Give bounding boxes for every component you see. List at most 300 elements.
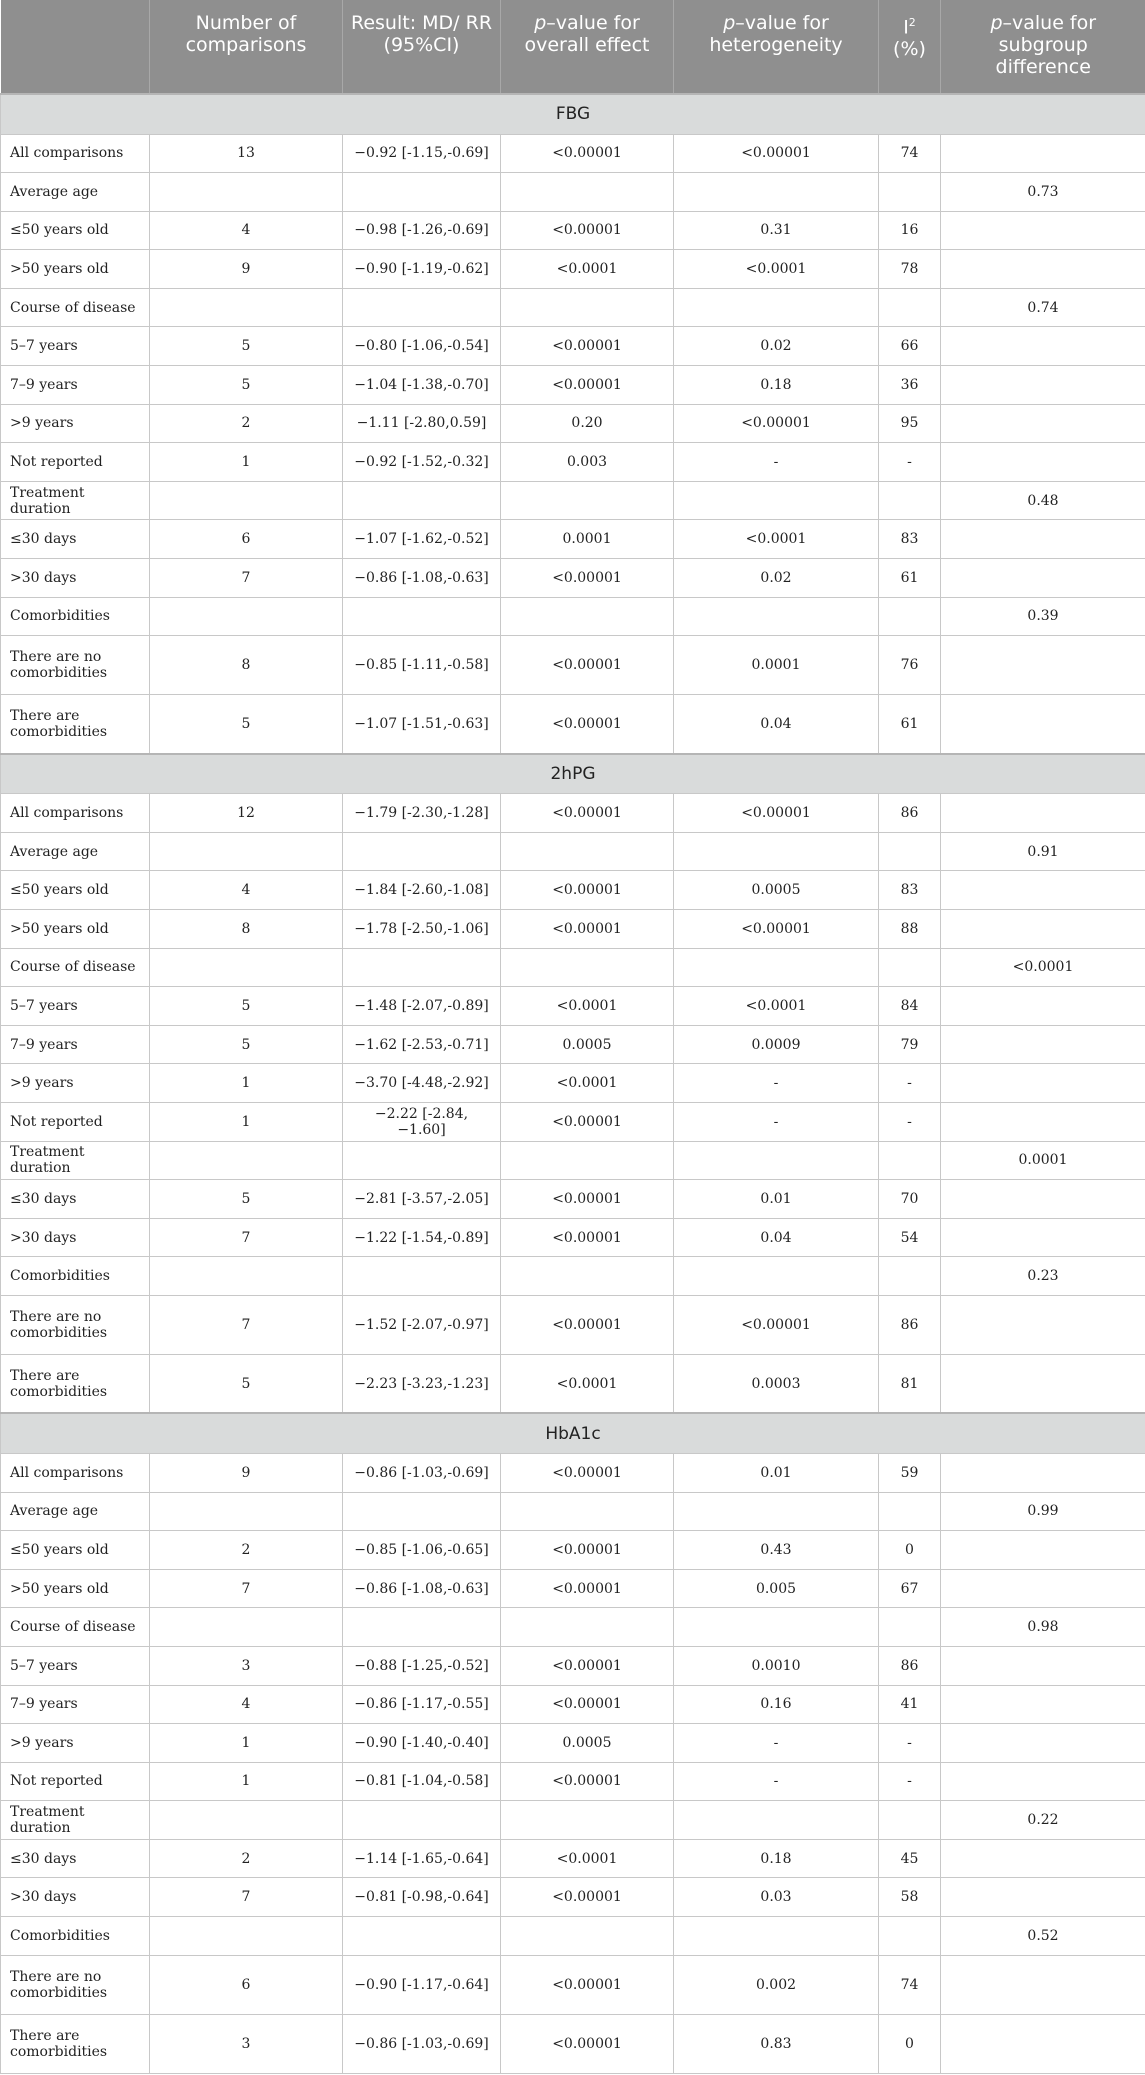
cell-p-heterogeneity <box>674 597 879 636</box>
cell-p-subgroup <box>941 1839 1145 1878</box>
cell-number-of-comparisons: 5 <box>150 987 343 1026</box>
table-row <box>1 987 1145 1026</box>
cell-i2: 95 <box>879 404 941 443</box>
cell-p-heterogeneity: <0.00001 <box>674 134 879 173</box>
table-row <box>1 1878 1145 1917</box>
cell-result: −2.23 [-3.23,-1.23] <box>343 1354 501 1413</box>
cell-p-overall: <0.00001 <box>501 1102 674 1141</box>
row-label: Treatment duration <box>1 1141 150 1180</box>
cell-number-of-comparisons: 5 <box>150 1354 343 1413</box>
cell-p-heterogeneity: <0.0001 <box>674 250 879 289</box>
row-label: There are no comorbidities <box>1 636 150 695</box>
cell-p-subgroup <box>941 1218 1145 1257</box>
cell-i2: 58 <box>879 1878 941 1917</box>
row-label: 7–9 years <box>1 1025 150 1064</box>
cell-p-heterogeneity: - <box>674 1724 879 1763</box>
cell-p-overall: <0.00001 <box>501 794 674 833</box>
table-row <box>1 1917 1145 1956</box>
cell-p-subgroup <box>941 1354 1145 1413</box>
cell-number-of-comparisons <box>150 1608 343 1647</box>
cell-result: −1.52 [-2.07,-0.97] <box>343 1295 501 1354</box>
cell-p-overall: <0.00001 <box>501 1218 674 1257</box>
cell-number-of-comparisons: 7 <box>150 1295 343 1354</box>
cell-p-overall <box>501 288 674 327</box>
cell-result: −1.22 [-1.54,-0.89] <box>343 1218 501 1257</box>
cell-p-overall <box>501 1492 674 1531</box>
cell-number-of-comparisons <box>150 1801 343 1840</box>
cell-number-of-comparisons: 13 <box>150 134 343 173</box>
cell-p-heterogeneity: 0.04 <box>674 695 879 754</box>
cell-p-overall <box>501 597 674 636</box>
cell-p-heterogeneity <box>674 832 879 871</box>
cell-number-of-comparisons: 2 <box>150 1839 343 1878</box>
cell-i2: 83 <box>879 871 941 910</box>
cell-p-subgroup <box>941 1295 1145 1354</box>
cell-p-subgroup <box>941 443 1145 482</box>
cell-i2: 74 <box>879 134 941 173</box>
row-label: All comparisons <box>1 1453 150 1492</box>
cell-p-heterogeneity: 0.43 <box>674 1531 879 1570</box>
cell-number-of-comparisons: 12 <box>150 794 343 833</box>
cell-result <box>343 173 501 212</box>
cell-i2: 84 <box>879 987 941 1026</box>
row-label: There are comorbidities <box>1 2014 150 2073</box>
cell-number-of-comparisons: 1 <box>150 1102 343 1141</box>
cell-p-heterogeneity <box>674 1917 879 1956</box>
cell-number-of-comparisons: 7 <box>150 1878 343 1917</box>
cell-p-subgroup: 0.0001 <box>941 1141 1145 1180</box>
cell-result: −0.85 [-1.11,-0.58] <box>343 636 501 695</box>
cell-p-subgroup <box>941 987 1145 1026</box>
section-header-row <box>1 94 1145 134</box>
table-row <box>1 1453 1145 1492</box>
cell-result <box>343 1492 501 1531</box>
table-row <box>1 1354 1145 1413</box>
cell-number-of-comparisons: 9 <box>150 250 343 289</box>
cell-p-heterogeneity <box>674 173 879 212</box>
cell-p-subgroup: 0.22 <box>941 1801 1145 1840</box>
header-p-sub-text: –value for subgroup difference <box>995 12 1097 78</box>
cell-result: −1.48 [-2.07,-0.89] <box>343 987 501 1026</box>
cell-p-overall <box>501 1141 674 1180</box>
cell-number-of-comparisons <box>150 1917 343 1956</box>
row-label: Course of disease <box>1 1608 150 1647</box>
cell-i2: 66 <box>879 327 941 366</box>
row-label: 5–7 years <box>1 1646 150 1685</box>
cell-p-overall <box>501 1917 674 1956</box>
header-number-of-comparisons: Number of comparisons <box>150 0 343 94</box>
cell-number-of-comparisons: 1 <box>150 443 343 482</box>
header-p-sub-italic: p <box>990 12 1003 34</box>
cell-i2: - <box>879 1762 941 1801</box>
table-row <box>1 794 1145 833</box>
cell-p-heterogeneity: <0.00001 <box>674 1295 879 1354</box>
cell-p-overall: <0.00001 <box>501 1453 674 1492</box>
cell-i2: 79 <box>879 1025 941 1064</box>
cell-i2 <box>879 1141 941 1180</box>
cell-p-overall: <0.00001 <box>501 366 674 405</box>
cell-p-overall: 0.003 <box>501 443 674 482</box>
cell-p-heterogeneity: 0.0010 <box>674 1646 879 1685</box>
table-row <box>1 1955 1145 2014</box>
cell-p-heterogeneity: 0.16 <box>674 1685 879 1724</box>
row-label: >30 days <box>1 1218 150 1257</box>
table-row <box>1 1762 1145 1801</box>
cell-number-of-comparisons: 2 <box>150 404 343 443</box>
row-label: Treatment duration <box>1 481 150 520</box>
row-label: 7–9 years <box>1 366 150 405</box>
cell-p-overall: <0.00001 <box>501 1878 674 1917</box>
cell-p-overall: <0.00001 <box>501 695 674 754</box>
cell-i2: - <box>879 1102 941 1141</box>
table-row <box>1 1257 1145 1296</box>
row-label: ≤30 days <box>1 1180 150 1219</box>
table-row <box>1 1141 1145 1180</box>
cell-p-heterogeneity: 0.0003 <box>674 1354 879 1413</box>
cell-p-subgroup: 0.91 <box>941 832 1145 871</box>
cell-result: −0.86 [-1.03,-0.69] <box>343 1453 501 1492</box>
section-header-row <box>1 754 1145 794</box>
cell-result: −0.81 [-1.04,-0.58] <box>343 1762 501 1801</box>
cell-p-heterogeneity: 0.18 <box>674 366 879 405</box>
cell-i2 <box>879 948 941 987</box>
row-label: Treatment duration <box>1 1801 150 1840</box>
cell-p-subgroup <box>941 1064 1145 1103</box>
cell-p-subgroup <box>941 1569 1145 1608</box>
cell-p-overall <box>501 1801 674 1840</box>
table-row <box>1 134 1145 173</box>
row-label: Comorbidities <box>1 597 150 636</box>
table-row <box>1 327 1145 366</box>
cell-p-overall: <0.0001 <box>501 1354 674 1413</box>
cell-i2 <box>879 1801 941 1840</box>
cell-result: −2.81 [-3.57,-2.05] <box>343 1180 501 1219</box>
cell-result: −1.07 [-1.51,-0.63] <box>343 695 501 754</box>
cell-i2: 83 <box>879 520 941 559</box>
table-row <box>1 211 1145 250</box>
cell-number-of-comparisons: 6 <box>150 1955 343 2014</box>
section-title: HbA1c <box>1 1413 1145 1453</box>
cell-p-heterogeneity: 0.03 <box>674 1878 879 1917</box>
row-label: >50 years old <box>1 910 150 949</box>
cell-p-overall: <0.00001 <box>501 1685 674 1724</box>
cell-p-subgroup <box>941 1102 1145 1141</box>
row-label: Not reported <box>1 1762 150 1801</box>
cell-p-heterogeneity: - <box>674 1102 879 1141</box>
table-row <box>1 871 1145 910</box>
table-row <box>1 695 1145 754</box>
table-row <box>1 1646 1145 1685</box>
cell-number-of-comparisons: 8 <box>150 636 343 695</box>
cell-result: −0.85 [-1.06,-0.65] <box>343 1531 501 1570</box>
row-label: >50 years old <box>1 1569 150 1608</box>
cell-p-overall: <0.00001 <box>501 559 674 598</box>
table-row <box>1 1180 1145 1219</box>
cell-p-overall: <0.00001 <box>501 1295 674 1354</box>
cell-p-overall: <0.00001 <box>501 1569 674 1608</box>
cell-p-subgroup <box>941 636 1145 695</box>
cell-number-of-comparisons: 5 <box>150 327 343 366</box>
cell-result <box>343 948 501 987</box>
row-label: 5–7 years <box>1 327 150 366</box>
cell-i2: 86 <box>879 1646 941 1685</box>
cell-p-heterogeneity: <0.00001 <box>674 794 879 833</box>
cell-i2: 61 <box>879 695 941 754</box>
row-label: Course of disease <box>1 948 150 987</box>
cell-p-subgroup <box>941 520 1145 559</box>
row-label: There are comorbidities <box>1 695 150 754</box>
table-row <box>1 1102 1145 1141</box>
cell-p-overall: <0.0001 <box>501 250 674 289</box>
cell-number-of-comparisons <box>150 1141 343 1180</box>
cell-p-subgroup: 0.73 <box>941 173 1145 212</box>
cell-i2: 81 <box>879 1354 941 1413</box>
table-row <box>1 559 1145 598</box>
cell-number-of-comparisons <box>150 288 343 327</box>
header-blank <box>1 0 150 94</box>
row-label: Not reported <box>1 1102 150 1141</box>
cell-number-of-comparisons <box>150 1492 343 1531</box>
cell-p-subgroup: 0.98 <box>941 1608 1145 1647</box>
cell-p-heterogeneity: 0.02 <box>674 327 879 366</box>
cell-p-overall: <0.00001 <box>501 1955 674 2014</box>
table-row <box>1 832 1145 871</box>
cell-p-overall: <0.00001 <box>501 1762 674 1801</box>
cell-result: −0.90 [-1.40,-0.40] <box>343 1724 501 1763</box>
cell-result: −1.07 [-1.62,-0.52] <box>343 520 501 559</box>
cell-p-overall <box>501 832 674 871</box>
cell-i2: 78 <box>879 250 941 289</box>
cell-result <box>343 1801 501 1840</box>
header-p-overall-italic: p <box>534 12 547 34</box>
row-label: Course of disease <box>1 288 150 327</box>
cell-p-subgroup: 0.48 <box>941 481 1145 520</box>
cell-number-of-comparisons: 1 <box>150 1064 343 1103</box>
cell-p-heterogeneity: 0.005 <box>674 1569 879 1608</box>
cell-p-overall: <0.00001 <box>501 636 674 695</box>
cell-p-overall <box>501 173 674 212</box>
cell-p-subgroup <box>941 794 1145 833</box>
cell-number-of-comparisons <box>150 173 343 212</box>
cell-number-of-comparisons: 7 <box>150 1569 343 1608</box>
table-row <box>1 1218 1145 1257</box>
cell-p-subgroup <box>941 1955 1145 2014</box>
table-row <box>1 1064 1145 1103</box>
cell-p-heterogeneity <box>674 1608 879 1647</box>
cell-number-of-comparisons: 1 <box>150 1762 343 1801</box>
cell-p-overall: <0.0001 <box>501 1839 674 1878</box>
cell-result: −1.11 [-2.80,0.59] <box>343 404 501 443</box>
cell-p-heterogeneity: 0.83 <box>674 2014 879 2073</box>
table-row <box>1 597 1145 636</box>
row-label: There are no comorbidities <box>1 1955 150 2014</box>
cell-p-heterogeneity: <0.00001 <box>674 404 879 443</box>
row-label: Average age <box>1 173 150 212</box>
table-row <box>1 520 1145 559</box>
cell-p-heterogeneity: <0.0001 <box>674 520 879 559</box>
cell-number-of-comparisons: 4 <box>150 211 343 250</box>
row-label: There are comorbidities <box>1 1354 150 1413</box>
section-header-row <box>1 1413 1145 1453</box>
cell-result: −0.86 [-1.08,-0.63] <box>343 559 501 598</box>
cell-p-heterogeneity: 0.0001 <box>674 636 879 695</box>
cell-number-of-comparisons: 1 <box>150 1724 343 1763</box>
row-label: ≤30 days <box>1 1839 150 1878</box>
row-label: ≤50 years old <box>1 211 150 250</box>
cell-p-subgroup <box>941 1646 1145 1685</box>
cell-p-subgroup <box>941 1180 1145 1219</box>
table-row <box>1 404 1145 443</box>
cell-result: −0.90 [-1.19,-0.62] <box>343 250 501 289</box>
cell-p-overall: <0.00001 <box>501 1531 674 1570</box>
cell-p-subgroup <box>941 1762 1145 1801</box>
table-row <box>1 910 1145 949</box>
cell-result <box>343 1257 501 1296</box>
cell-i2: 0 <box>879 1531 941 1570</box>
header-i2 <box>879 0 941 94</box>
cell-i2: 41 <box>879 1685 941 1724</box>
cell-i2 <box>879 832 941 871</box>
cell-p-subgroup <box>941 1878 1145 1917</box>
cell-result: −0.81 [-0.98,-0.64] <box>343 1878 501 1917</box>
cell-number-of-comparisons: 7 <box>150 559 343 598</box>
table-row <box>1 1025 1145 1064</box>
table-row <box>1 1724 1145 1763</box>
cell-p-heterogeneity <box>674 1257 879 1296</box>
section-title: FBG <box>1 94 1145 134</box>
cell-p-overall: <0.00001 <box>501 910 674 949</box>
cell-p-overall: <0.00001 <box>501 1646 674 1685</box>
cell-p-subgroup <box>941 559 1145 598</box>
cell-p-heterogeneity: 0.18 <box>674 1839 879 1878</box>
cell-number-of-comparisons: 8 <box>150 910 343 949</box>
cell-number-of-comparisons: 5 <box>150 366 343 405</box>
row-label: >30 days <box>1 559 150 598</box>
cell-p-heterogeneity: - <box>674 443 879 482</box>
cell-number-of-comparisons: 7 <box>150 1218 343 1257</box>
cell-p-heterogeneity: 0.04 <box>674 1218 879 1257</box>
cell-p-overall: <0.00001 <box>501 134 674 173</box>
header-i2-unit: (%) <box>893 38 926 61</box>
cell-result: −0.86 [-1.03,-0.69] <box>343 2014 501 2073</box>
cell-p-heterogeneity: 0.02 <box>674 559 879 598</box>
cell-i2: 67 <box>879 1569 941 1608</box>
cell-result <box>343 1141 501 1180</box>
cell-p-subgroup <box>941 1025 1145 1064</box>
table-row <box>1 1839 1145 1878</box>
row-label: Average age <box>1 1492 150 1531</box>
cell-number-of-comparisons: 2 <box>150 1531 343 1570</box>
row-label: ≤50 years old <box>1 1531 150 1570</box>
table-row <box>1 636 1145 695</box>
cell-number-of-comparisons: 9 <box>150 1453 343 1492</box>
cell-p-overall: 0.20 <box>501 404 674 443</box>
cell-i2 <box>879 1492 941 1531</box>
row-label: All comparisons <box>1 794 150 833</box>
cell-p-subgroup <box>941 134 1145 173</box>
header-p-heterogeneity <box>674 0 879 94</box>
row-label: Not reported <box>1 443 150 482</box>
cell-p-heterogeneity <box>674 1801 879 1840</box>
cell-p-heterogeneity <box>674 288 879 327</box>
table-row <box>1 1685 1145 1724</box>
cell-p-heterogeneity: 0.0009 <box>674 1025 879 1064</box>
cell-i2: - <box>879 1724 941 1763</box>
cell-i2: 16 <box>879 211 941 250</box>
section-title: 2hPG <box>1 754 1145 794</box>
table-body <box>1 94 1145 2073</box>
cell-p-subgroup <box>941 1685 1145 1724</box>
cell-p-overall <box>501 1257 674 1296</box>
cell-number-of-comparisons: 5 <box>150 1025 343 1064</box>
header-i2-base: I <box>903 16 909 39</box>
cell-i2: 86 <box>879 794 941 833</box>
cell-number-of-comparisons: 5 <box>150 695 343 754</box>
table-row <box>1 443 1145 482</box>
cell-p-heterogeneity <box>674 1141 879 1180</box>
cell-i2: 0 <box>879 2014 941 2073</box>
table-row <box>1 288 1145 327</box>
cell-result <box>343 481 501 520</box>
cell-p-subgroup: 0.23 <box>941 1257 1145 1296</box>
cell-p-subgroup: 0.52 <box>941 1917 1145 1956</box>
row-label: >9 years <box>1 404 150 443</box>
cell-number-of-comparisons: 3 <box>150 2014 343 2073</box>
header-p-overall <box>501 0 674 94</box>
row-label: Comorbidities <box>1 1257 150 1296</box>
cell-i2: 61 <box>879 559 941 598</box>
cell-i2 <box>879 173 941 212</box>
cell-result: −1.78 [-2.50,-1.06] <box>343 910 501 949</box>
cell-p-overall: 0.0005 <box>501 1724 674 1763</box>
cell-i2: 45 <box>879 1839 941 1878</box>
cell-i2: 59 <box>879 1453 941 1492</box>
cell-result: −1.62 [-2.53,-0.71] <box>343 1025 501 1064</box>
cell-i2: 36 <box>879 366 941 405</box>
cell-p-overall: <0.0001 <box>501 987 674 1026</box>
cell-p-overall: <0.00001 <box>501 871 674 910</box>
cell-p-heterogeneity: 0.31 <box>674 211 879 250</box>
cell-p-subgroup <box>941 1724 1145 1763</box>
cell-result: −3.70 [-4.48,-2.92] <box>343 1064 501 1103</box>
cell-result: −0.90 [-1.17,-0.64] <box>343 1955 501 2014</box>
cell-p-subgroup: 0.99 <box>941 1492 1145 1531</box>
row-label: ≤30 days <box>1 520 150 559</box>
cell-number-of-comparisons: 4 <box>150 871 343 910</box>
cell-i2 <box>879 597 941 636</box>
table-row <box>1 481 1145 520</box>
cell-i2: 70 <box>879 1180 941 1219</box>
cell-result <box>343 832 501 871</box>
cell-result: −1.84 [-2.60,-1.08] <box>343 871 501 910</box>
cell-p-subgroup <box>941 211 1145 250</box>
cell-p-heterogeneity: <0.0001 <box>674 987 879 1026</box>
cell-result: −1.14 [-1.65,-0.64] <box>343 1839 501 1878</box>
table-row <box>1 366 1145 405</box>
cell-number-of-comparisons <box>150 948 343 987</box>
cell-number-of-comparisons: 5 <box>150 1180 343 1219</box>
cell-number-of-comparisons <box>150 597 343 636</box>
cell-p-subgroup <box>941 871 1145 910</box>
cell-p-overall: 0.0001 <box>501 520 674 559</box>
cell-result <box>343 1917 501 1956</box>
cell-i2: - <box>879 1064 941 1103</box>
table-row <box>1 1569 1145 1608</box>
cell-p-heterogeneity: - <box>674 1762 879 1801</box>
cell-p-subgroup <box>941 2014 1145 2073</box>
cell-i2 <box>879 1608 941 1647</box>
table-row <box>1 1801 1145 1840</box>
